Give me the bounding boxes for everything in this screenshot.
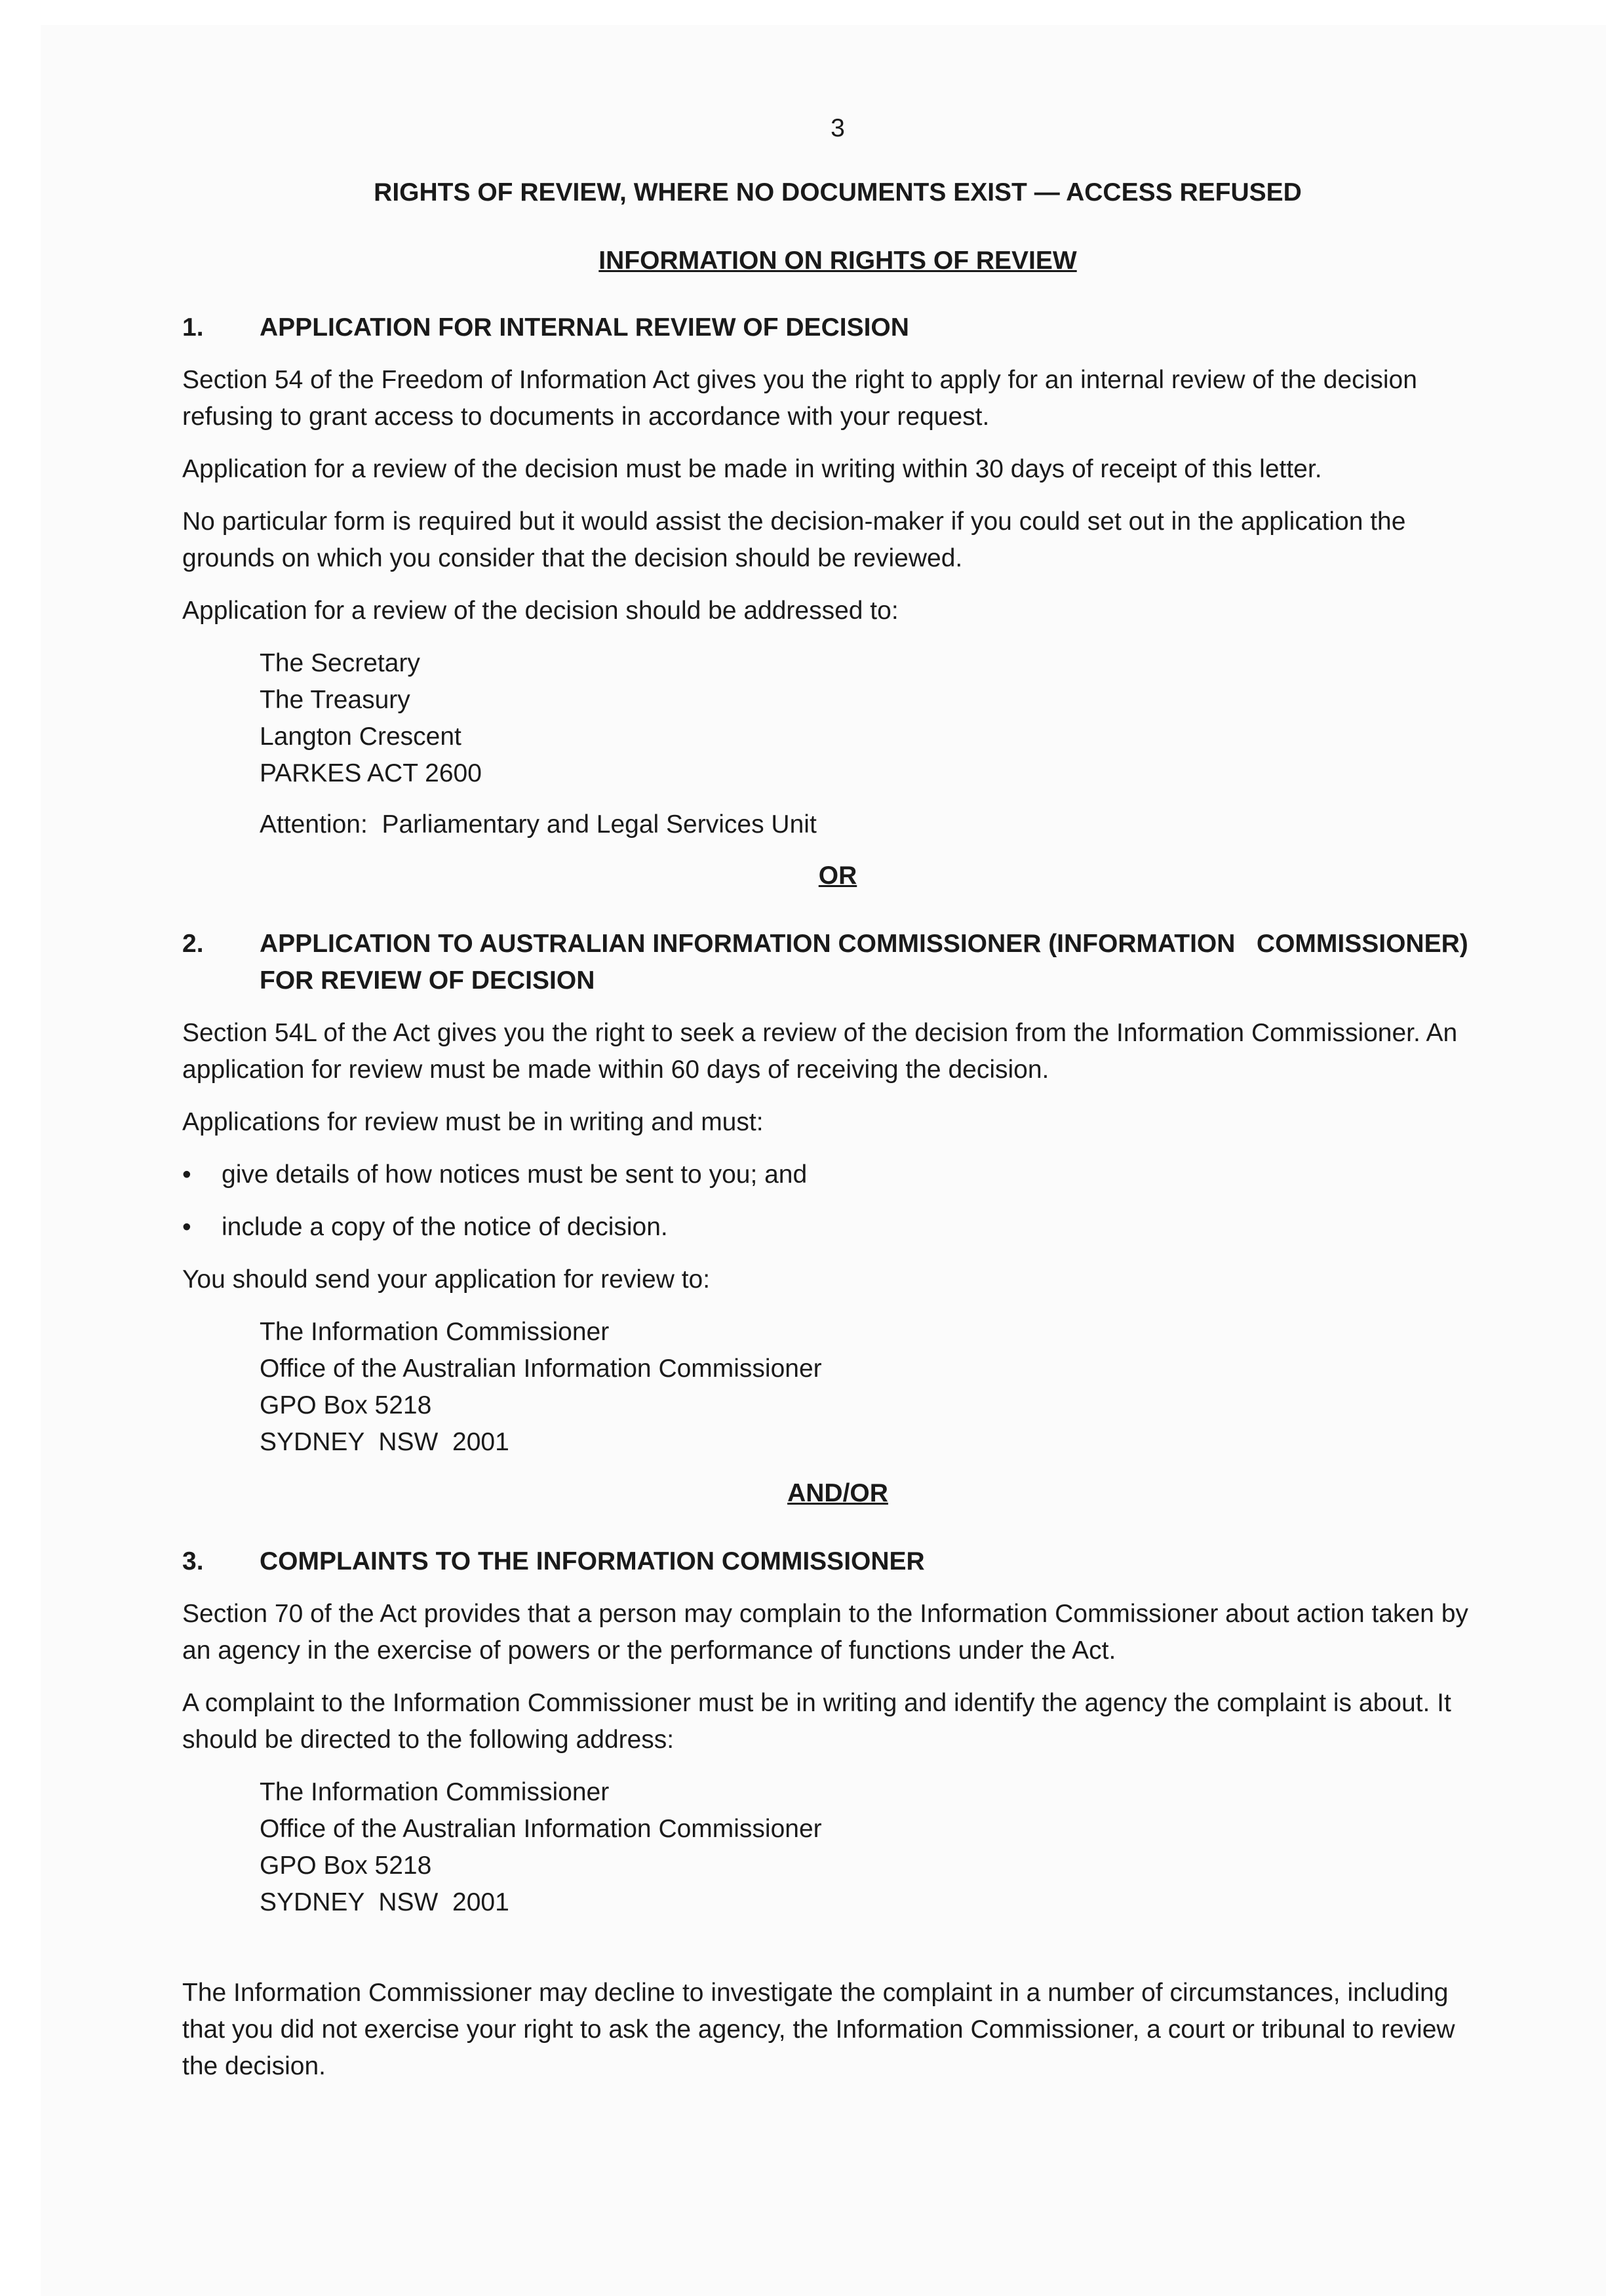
address-line: PARKES ACT 2600 (260, 759, 482, 787)
address-line: The Information Commissioner (260, 1778, 610, 1806)
section-3-number: 3. (182, 1547, 204, 1575)
section-2-send-to: You should send your application for review to: (182, 1265, 711, 1294)
address-line: Office of the Australian Information Commissioner (260, 1815, 822, 1843)
document-subtitle: INFORMATION ON RIGHTS OF REVIEW (598, 247, 1077, 275)
section-3-title: COMPLAINTS TO THE INFORMATION COMMISSIONER (260, 1547, 925, 1575)
connector-or: OR (818, 861, 857, 890)
bullet-text: give details of how notices must be sent to you; and (222, 1160, 808, 1189)
address-line: The Secretary (260, 649, 420, 677)
section-3-paragraph: Section 70 of the Act provides that a person may complain to the Information Commissioner about action taken by an agency in the exercise of powers or the performance of functions under the Act. (182, 1600, 1468, 1665)
list-item (182, 1209, 1493, 1246)
section-2-address (260, 1314, 1493, 1461)
bullet-text: include a copy of the notice of decision. (222, 1213, 668, 1241)
bullet-icon: • (182, 1160, 191, 1189)
section-2-paragraph: Section 54L of the Act gives you the right to seek a review of the decision from the Information Commissioner. An application for review must be made within 60 days of receiving the decision. (182, 1019, 1458, 1084)
address-line: The Information Commissioner (260, 1318, 610, 1346)
document-title: RIGHTS OF REVIEW, WHERE NO DOCUMENTS EXIST — ACCESS REFUSED (374, 178, 1302, 207)
document-content (182, 110, 1493, 2101)
section-2-paragraph: Applications for review must be in writing and must: (182, 1108, 764, 1136)
address-line: GPO Box 5218 (260, 1391, 432, 1419)
section-1-attention: Attention: Parliamentary and Legal Services Unit (260, 810, 817, 839)
section-3-paragraph: A complaint to the Information Commissioner must be in writing and identify the agency the complaint is about. It should be directed to the following address: (182, 1689, 1451, 1754)
spacer (182, 1935, 1493, 1975)
section-1-paragraph: Application for a review of the decision must be made in writing within 30 days of receipt of this letter. (182, 455, 1322, 483)
address-line: SYDNEY NSW 2001 (260, 1888, 509, 1916)
connector-and-or: AND/OR (787, 1479, 888, 1507)
section-3-heading (182, 1543, 1493, 1580)
address-line: Langton Crescent (260, 722, 461, 751)
section-1-heading (182, 309, 1493, 346)
section-1-paragraph: No particular form is required but it would assist the decision-maker if you could set out in the application the grounds on which you consider that the decision should be reviewed. (182, 507, 1406, 572)
section-1-address (260, 645, 1493, 792)
section-3-closing: The Information Commissioner may decline to investigate the complaint in a number of circumstances, including that you did not exercise your right to ask the agency, the Information Commissioner, a court or tribunal to review the decision. (182, 1979, 1455, 2080)
section-2-title: APPLICATION TO AUSTRALIAN INFORMATION COMMISSIONER (INFORMATION COMMISSIONER) FOR REVIEW OF DECISION (260, 930, 1476, 995)
address-line: Office of the Australian Information Commissioner (260, 1355, 822, 1383)
section-1-paragraph: Section 54 of the Freedom of Information Act gives you the right to apply for an internal review of the decision refusing to grant access to documents in accordance with your request. (182, 366, 1417, 431)
section-2-heading (182, 926, 1493, 999)
address-line: GPO Box 5218 (260, 1851, 432, 1880)
address-line: SYDNEY NSW 2001 (260, 1428, 509, 1456)
address-line: The Treasury (260, 686, 410, 714)
bullet-icon: • (182, 1213, 191, 1241)
section-3-address (260, 1774, 1493, 1921)
section-1-number: 1. (182, 313, 204, 342)
section-1-paragraph: Application for a review of the decision should be addressed to: (182, 597, 899, 625)
list-item (182, 1157, 1493, 1193)
document-page (41, 25, 1606, 2296)
section-2-number: 2. (182, 930, 204, 958)
page-number: 3 (831, 114, 845, 142)
section-1-title: APPLICATION FOR INTERNAL REVIEW OF DECISION (260, 313, 909, 342)
section-2-bullet-list (182, 1157, 1493, 1246)
